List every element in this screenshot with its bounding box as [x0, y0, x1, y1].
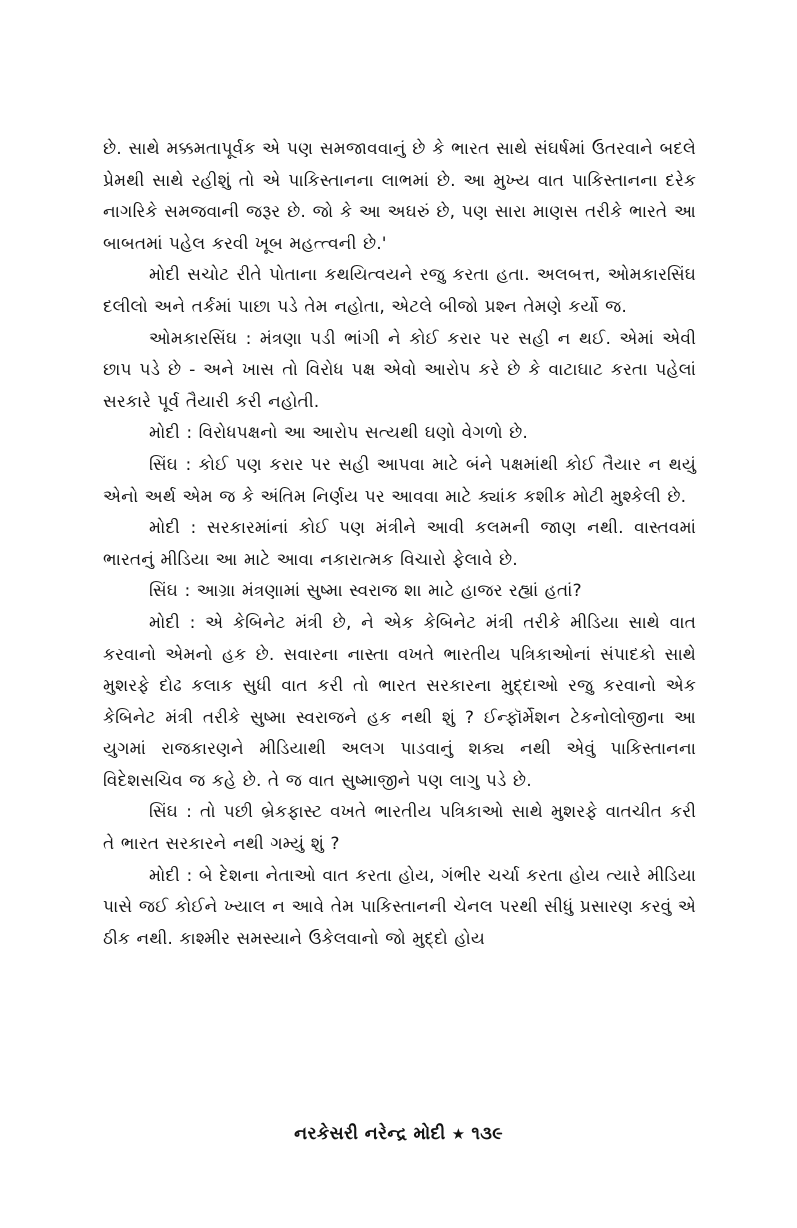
- page-footer: [0, 1124, 797, 1144]
- page-body: [103, 134, 696, 955]
- paragraph-answer: મોદી : બે દેશના નેતાઓ વાત કરતા હોય, ગંભીર ચર્ચા કરતા હોય ત્યારે મીડિયા પાસે જઈ કોઈને ખ્યાલ ન આવે તેમ પાકિસ્તાનની ચેનલ પરથી સીધું પ્રસારણ કરવું એ ઠીક નથી. કાશ્મીર સમસ્યાને ઉકેલવાનો જો મુદ્દો હોય: [103, 865, 696, 949]
- footer-book-title: નરકેસરી નરેન્દ્ર મોદી: [294, 1124, 446, 1144]
- star-icon: ★: [451, 1125, 466, 1143]
- paragraph-answer: મોદી : વિરોધપક્ષનો આ આરોપ સત્યથી ઘણો વેગળો છે.: [149, 423, 528, 444]
- paragraph-question: સિંઘ : તો પછી બ્રેકફાસ્ટ વખતે ભારતીય પત્રિકાઓ સાથે મુશરફે વાતચીત કરી તે ભારત સરકારને નથી ગમ્યું શું ?: [103, 802, 696, 855]
- paragraph-answer: મોદી : એ કેબિનેટ મંત્રી છે, ને એક કેબિનેટ મંત્રી તરીકે મીડિયા સાથે વાત કરવાનો એમનો હક છે. સવારના નાસ્તા વખતે ભારતીય પત્રિકાઓનાં સંપાદકો સાથે મુશરફે દોઢ કલાક સુધી વાત કરી તો ભારત સરકારના મુદ્દાઓ રજુ કરવાનો એક કેબિનેટ મંત્રી તરીકે સુષ્મા સ્વરાજને હક નથી શું ? ઈન્ફૉર્મેશન ટેકનોલોજીના આ યુગમાં રાજકારણને મીડિયાથી અલગ પાડવાનું શક્ય નથી એવું પાકિસ્તાનના વિદેશસચિવ જ કહે છે. તે જ વાત સુષ્માજીને પણ લાગુ પડે છે.: [103, 612, 696, 791]
- page-number: ૧૩૯: [471, 1124, 503, 1144]
- paragraph-question: સિંઘ : કોઈ પણ કરાર પર સહી આપવા માટે બંને પક્ષમાંથી કોઈ તૈયાર ન થયું એનો અર્થ એમ જ કે અંતિમ નિર્ણય પર આવવા માટે ક્યાંક કશીક મોટી મુશ્કેલી છે.: [103, 454, 696, 507]
- paragraph-answer: મોદી : સરકારમાંનાં કોઈ પણ મંત્રીને આવી કલમની જાણ નથી. વાસ્તવમાં ભારતનું મીડિયા આ માટે આવા નકારાત્મક વિચારો ફેલાવે છે.: [103, 518, 696, 570]
- paragraph-continuation: છે. સાથે મક્કમતાપૂર્વક એ પણ સમજાવવાનું છે કે ભારત સાથે સંઘર્ષમાં ઉતરવાને બદલે પ્રેમથી સાથે રહીશું તો એ પાકિસ્તાનના લાભમાં છે. આ મુખ્ય વાત પાકિસ્તાનના દરેક નાગરિકે સમજવાની જરૂર છે. જો કે આ અઘરું છે, પણ સારા માણસ તરીકે ભારતે આ બાબતમાં પહેલ કરવી ખૂબ મહત્ત્વની છે.': [103, 139, 696, 254]
- paragraph-question: સિંઘ : આગ્રા મંત્રણામાં સુષ્મા સ્વરાજ શા માટે હાજર રહ્યાં હતાં?: [149, 581, 582, 602]
- paragraph-question: ઓમકારસિંઘ : મંત્રણા પડી ભાંગી ને કોઈ કરાર પર સહી ન થઈ. એમાં એવી છાપ પડે છે - અને ખાસ તો વિરોધ પક્ષ એવો આરોપ કરે છે કે વાટાઘાટ કરતા પહેલાં સરકારે પૂર્વ તૈયારી કરી નહોતી.: [103, 328, 696, 412]
- paragraph-narration: મોદી સચોટ રીતે પોતાના કથયિત્વયને રજુ કરતા હતા. અલબત્ત, ઓમકારસિંઘ દલીલો અને તર્કમાં પાછા પડે તેમ નહોતા, એટલે બીજો પ્રશ્ન તેમણે કર્યો જ.: [103, 265, 696, 317]
